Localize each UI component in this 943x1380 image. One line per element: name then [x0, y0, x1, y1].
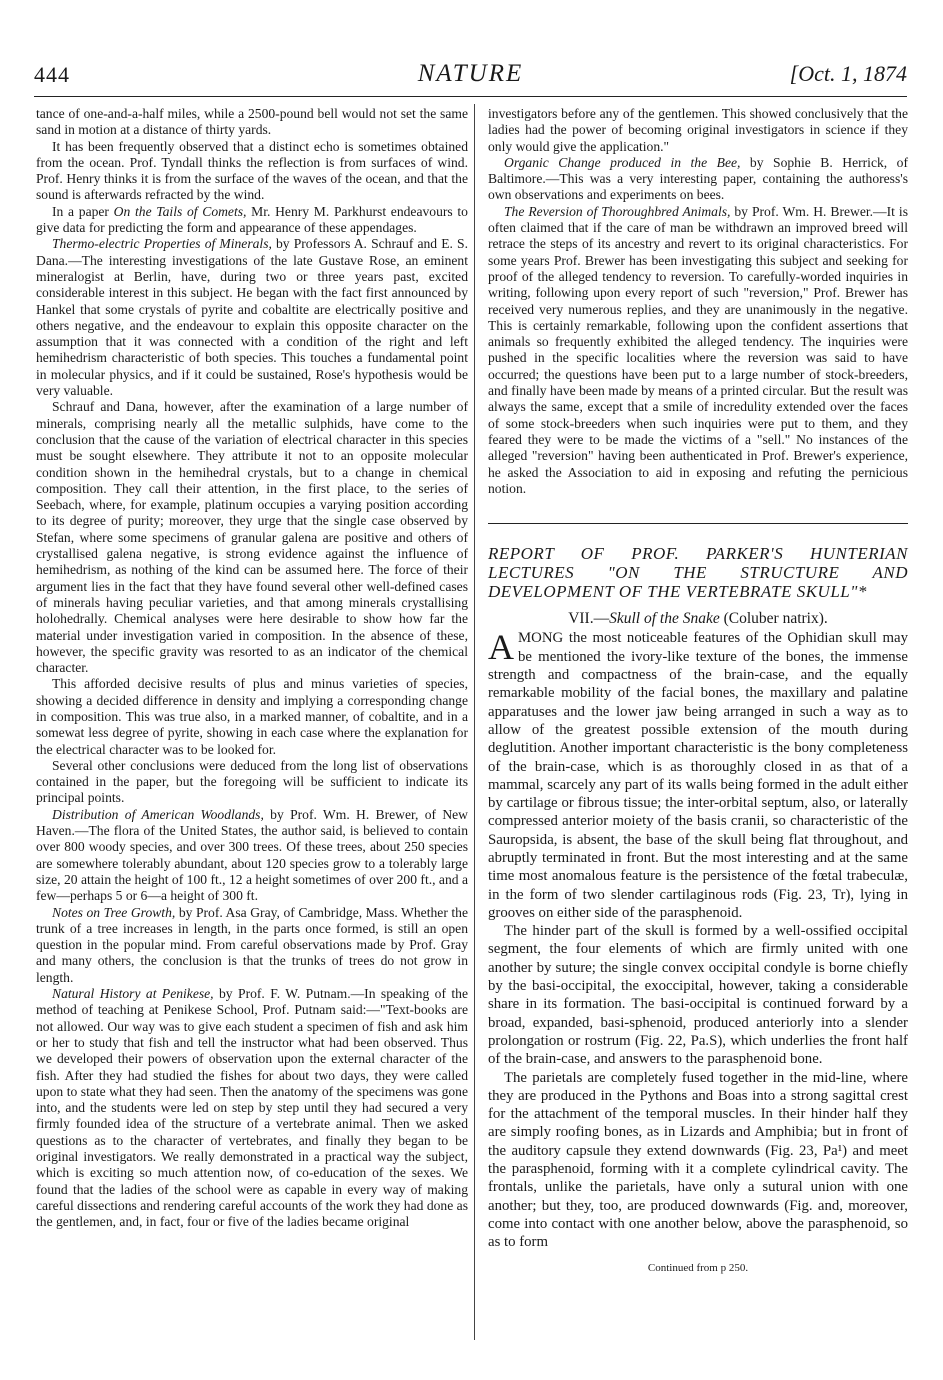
paper-title: Notes on Tree Growth,: [52, 904, 176, 920]
paragraph: [488, 629, 908, 922]
article-title: REPORT OF PROF. PARKER'S HUNTERIAN LECTURES "ON THE STRUCTURE AND DEVELOPMENT OF THE VERTEBRATE SKULL"*: [488, 544, 908, 602]
text-run: by Professors A. Schrauf and E. S. Dana.—The interesting investigations of the late Gustave Rose, an eminent mineralogist at Berlin, have, during two or three years past, excited considerable interest in this subject. He began with the fact first announced by Hankel that some crystals of pyrite and cobaltite are electrically positive and others negative, and the endeavour to explain this opposite character on the assumption that it was connected with a condition of the right and left hemihedrism characteristic of both species. This touches a fundamental point in molecular physics, and if it could be sustained, Rose's hypothesis would be very valuable.: [36, 236, 468, 399]
text-run: by Prof. Asa Gray, of Cambridge, Mass. Whether the trunk of a tree increases in length, in the parts once formed, is still an open question in the popular mind. From careful observations made by Prof. Gray and many others, the conclusion is that the trunks of trees do not grow in length.: [36, 904, 468, 985]
text-run: Mr. Henry M. Parkhurst endeavours to give data for predicting the form and appearance of these appendages.: [36, 203, 468, 236]
paragraph: This afforded decisive results of plus and minus varieties of species, showing a decided difference in density and implying a corresponding change in composition. This was true also, in a marked manner, of cobaltite, and in a somewat less degree of pyrite, showing in each case where the explanation for the electrical character was to be looked for.: [36, 676, 468, 757]
drop-cap: A: [488, 627, 514, 668]
article-body: [488, 629, 908, 1251]
text-run: by Prof. Wm. H. Brewer.—It is often claimed that if the care of man be withdrawn an improved breed will retrace the steps of its ancestry and revert to its original characteristics. For some years Prof. Brewer has been investigating this subject and seeking for proof of the alleged tendency to reversion. To carefully-worded inquiries in writing, following upon every report of such "reversion," Prof. Brewer has received very numerous replies, and they are unanimously in the negative. This is certainly remarkable, following upon the confident assertions that animals so frequently exhibited the alleged tendency. The inquiries were pushed in the specific localities where the reversion was said to have occurred; the questions have been put to a large number of stock-breeders, and finally have been made by means of a printed circular. But the result was always the same, except that a smile of incredulity extended over the faces of some stock-breeders when such inquiries were put to them, and they feared they were to be made the victims of a "sell." No instances of the alleged "reversion" having been authenticated in Prof. Brewer's experience, he asked the Association to aid in exposing and refuting the pernicious notion.: [488, 203, 908, 496]
paragraph: [488, 155, 908, 204]
section-rule: [488, 523, 908, 524]
paragraph: [36, 986, 468, 1230]
text-run: by Prof. Wm. H. Brewer, of New Haven.—The flora of the United States, the author said, is believed to contain over 800 woody species, and over 300 trees. Of these trees, about 250 species are somewhere tolerably abundant, about 120 species grow to a tolerably large size, 20 attain the height of 100 ft., 12 a height sometimes of over 200 ft., and a few—perhaps 5 or 6—a height of 300 ft.: [36, 806, 468, 904]
paper-title: Natural History at Penikese,: [52, 986, 214, 1002]
paragraph: The hinder part of the skull is formed by a well-ossified occipital segment, the four elements of which are firmly united with one another by suture; the single convex occipital condyle is borne chiefly by the basi-occipital, the exoccipital, however, taking a considerable share in its formation. The basi-occipital is continued forward by a broad, expanded, basi-sphenoid, produced anteriorly into a slender prolongation or rostrum (Fig. 22, Pa.S), which underlies the front half of the brain-case, and answers to the parasphenoid bone.: [488, 923, 908, 1068]
paragraph: tance of one-and-a-half miles, while a 2500-pound bell would not set the same sand in motion at a distance of thirty yards.: [36, 106, 468, 138]
header-rule: [34, 96, 907, 97]
section-number: VII.—: [568, 610, 610, 628]
paragraph: It has been frequently observed that a distinct echo is sometimes obtained from the ocean. Prof. Tyndall thinks the reflection is from surfaces of wind. Prof. Henry thinks it is from the surface of the waves of the ocean, and that the sound is afterwards refracted by the wind.: [36, 138, 468, 203]
paragraph: The parietals are completely fused together in the mid-line, where they are produced in the Pythons and Boas into a strong sagittal crest for the attachment of the temporal muscles. In their hinder half they are simply roofing bones, as in Lizards and Amphibia; but in front of the auditory capsule they extend downwards (Fig. 23, Pa¹) and meet the parasphenoid, forming with it a complete cylindrical cavity. The frontals, unlike the parietals, have only a sutural union with one another; but they, too, are produced downwards (Fig. and, moreover, come into contact with one another below, above the parasphenoid, so as to form: [488, 1069, 908, 1251]
text-run: MONG the most noticeable features of the Ophidian skull may be mentioned the ivory-like texture of the bones, the immense strength and compactness of the brain-case, and the equally remarkable mobility of the facial bones, the maxillary and palatine apparatuses and the lower jaw being arranged in such a way as to allow of the greatest possible extension of the mouth during deglutition. Another important characteristic is the bony completeness of the brain-case, which is as thoroughly closed in as that of a mammal, scarcely any part of its walls being formed in the adult either by cartilage or fibrous tissue; the inter-orbital septum, also, or laterally compressed anterior moiety of the basis cranii, so characteristic of the Sauropsida, is absent, the base of the skull being flat throughout, and abruptly terminated in front. But the most interesting and at the same time most anomalous feature is the persistence of the fœtal trabeculæ, in the form of two slender cartilaginous rods (Fig. 23, Tr), lying in grooves on either side of the parasphenoid.: [488, 630, 908, 921]
continued-note: Continued from p 250.: [647, 1261, 749, 1274]
page-header: [34, 58, 907, 92]
paper-title: On the Tails of Comets,: [113, 203, 247, 219]
section-title: Skull of the Snake: [609, 610, 720, 628]
journal-title: NATURE: [417, 60, 524, 87]
column-divider: [474, 104, 475, 1340]
text-run: In a paper: [52, 203, 114, 219]
paragraph: [36, 807, 468, 905]
paper-title: The Reversion of Thoroughbred Animals,: [504, 203, 731, 219]
left-column: [36, 106, 468, 1230]
text-run: by Sophie B. Herrick, of Baltimore.—This was a very interesting paper, containing the authoress's own observations and experiments on bees.: [488, 154, 909, 203]
paragraph: [488, 204, 908, 497]
section-species: (Coluber natrix).: [719, 610, 828, 628]
paragraph: investigators before any of the gentlemen. This showed conclusively that the ladies had the power of becoming original investigators in science if they only would give the application.": [488, 106, 908, 154]
paragraph: Several other conclusions were deduced from the long list of observations contained in the paper, but the foregoing will be sufficient to indicate its principal points.: [36, 757, 468, 806]
paper-title: Organic Change produced in the Bee,: [504, 154, 741, 170]
paragraph: [36, 236, 468, 399]
page-number: 444: [34, 62, 70, 87]
section-heading: [488, 611, 908, 627]
text-run: by Prof. F. W. Putnam.—In speaking of the method of teaching at Penikese School, Prof. Putnam said:—"Text-books are not allowed. Our way was to give each student a specimen of fish and ask him or her to study that fish and tell the instructor what had been observed. Thus we developed their powers of observation upon the external character of the fish. After they had studied the fishes for about two days, they were called upon to state what they had seen. Then the anatomy of the specimens was gone into, and the students were led on step by step until they had secured a very firmly founded idea of the structure of a vertebrate animal. Then we asked questions as to the character of vertebrates, and finally they began to be original investigators. We really demonstrated in a practical way the subject, which is exciting so much attention now, of co-education of the sexes. We found that the ladies of the school were as capable in every way of making careful dissections and rendering careful accounts of the work they had done as the gentlemen, and, in fact, four or five of the ladies became original: [36, 986, 468, 1230]
paper-title: Thermo-electric Properties of Minerals,: [52, 236, 272, 252]
right-column: [488, 106, 908, 1276]
paragraph: [36, 204, 468, 237]
paragraph: [36, 905, 468, 986]
issue-date: [Oct. 1, 1874: [789, 61, 907, 86]
paper-title: Distribution of American Woodlands,: [52, 806, 264, 822]
paragraph: Schrauf and Dana, however, after the examination of a large number of minerals, comprising nearly all the metallic sulphids, have come to the conclusion that the cause of the variation of electrical character in this species must be sought elsewhere. They attribute it not to an opposite molecular condition shown in the hemihedral crystals, but to a change in chemical composition. They call their attention, in the first place, to the series of Seebach, where, for example, platinum occupies a varying position according to its degree of purity; moreover, they urge that the single case observed by Stefan, where some specimens of granular galena are positive and others of crystallised galena negative, is strong evidence against the influence of hemihedrism, as nothing of the kind can be assumed here. The force of their argument lies in the fact that they have found several other well-defined cases of minerals having peculiar varieties, and that among minerals crystallising holohedrally. Chemical analyses were here desirable to show how far the material under investigation varied in composition. In the absence of these, however, the specific gravity was resorted to as an indicator of the chemical character.: [36, 399, 468, 676]
